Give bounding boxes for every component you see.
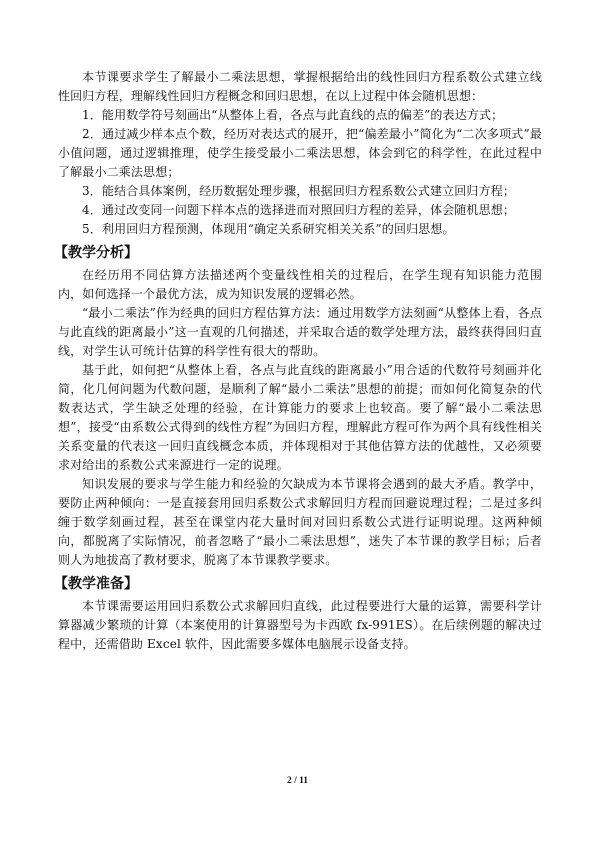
section-heading-analysis: 【教学分析】 [54, 245, 138, 261]
goal-item-1: 1．能用数学符号刻画出“从整体上看，各点与此直线的点的偏差”的表达方式； [82, 108, 504, 122]
page-body [54, 68, 542, 654]
analysis-paragraph-1: 在经历用不同估算方法描述两个变量线性相关的过程后，在学生现有知识能力范围内，如何选择一个最优方法，成为知识发展的逻辑必然。 [58, 268, 542, 301]
section-heading-preparation: 【教学准备】 [54, 576, 138, 592]
goal-item-4: 4．通过改变同一问题下样本点的选择进而对照回归方程的差异，体会随机思想； [82, 203, 516, 217]
goal-item-2: 2．通过减少样本点个数，经历对表达式的展开，把“偏差最小”简化为“二次多项式”最小值问题，通过逻辑推理，使学生接受最小二乘法思想，体会到它的科学性，在此过程中了解最小二乘法思想； [58, 127, 542, 179]
analysis-paragraph-4: 知识发展的要求与学生能力和经验的欠缺成为本节课将会遇到的最大矛盾。教学中，要防止两种倾向：一是直接套用回归系数公式求解回归方程而回避说理过程；二是过多纠缠于数学刻画过程，甚至在课堂内花大量时间对回归系数公式进行证明说理。这两种倾向，都脱离了实际情况，前者忽略了“最小二乘法思想”，迷失了本节课的教学目标；后者则人为地拔高了教材要求，脱离了本节课教学要求。 [58, 477, 542, 567]
goal-item-5: 5．利用回归方程预测，体现用“确定关系研究相关关系”的回归思想。 [82, 222, 455, 236]
analysis-paragraph-3: 基于此，如何把“从整体上看，各点与此直线的距离最小”用合适的代数符号刻画并化简，化几何问题为代数问题，是顺利了解“最小二乘法”思想的前提；而如何化简复杂的代数表达式，学生缺乏处理的经验，在计算能力的要求上也较高。要了解“最小二乘法思想”，接受“由系数公式得到的线性方程”为回归方程，理解此方程可作为两个具有线性相关关系变量的代表这一回归直线概念本质，并体现相对于其他估算方法的优越性，又必须要求对给出的系数公式来源进行一定的说理。 [58, 363, 542, 472]
page-number: 2 / 11 [286, 776, 309, 786]
goal-item-3: 3．能结合具体案例，经历数据处理步骤，根据回归方程系数公式建立回归方程； [82, 184, 516, 198]
intro-paragraph: 本节课要求学生了解最小二乘法思想，掌握根据给出的线性回归方程系数公式建立线性回归方程，理解线性回归方程概念和回归思想，在以上过程中体会随机思想： [58, 70, 542, 103]
preparation-paragraph-1: 本节课需要运用回归系数公式求解回归直线，此过程要进行大量的运算，需要科学计算器减少繁琐的计算（本案使用的计算器型号为卡西欧 fx-991ES）。在后续例题的解决过程中，还需借助 Excel 软件，因此需要多媒体电脑展示设备支持。 [58, 599, 542, 651]
analysis-paragraph-2: “最小二乘法”作为经典的回归方程估算方法：通过用数学方法刻画“从整体上看，各点与此直线的距离最小”这一直观的几何描述，并采取合适的数学处理方法，最终获得回归直线，对学生认可统计估算的科学性有很大的帮助。 [58, 306, 542, 358]
